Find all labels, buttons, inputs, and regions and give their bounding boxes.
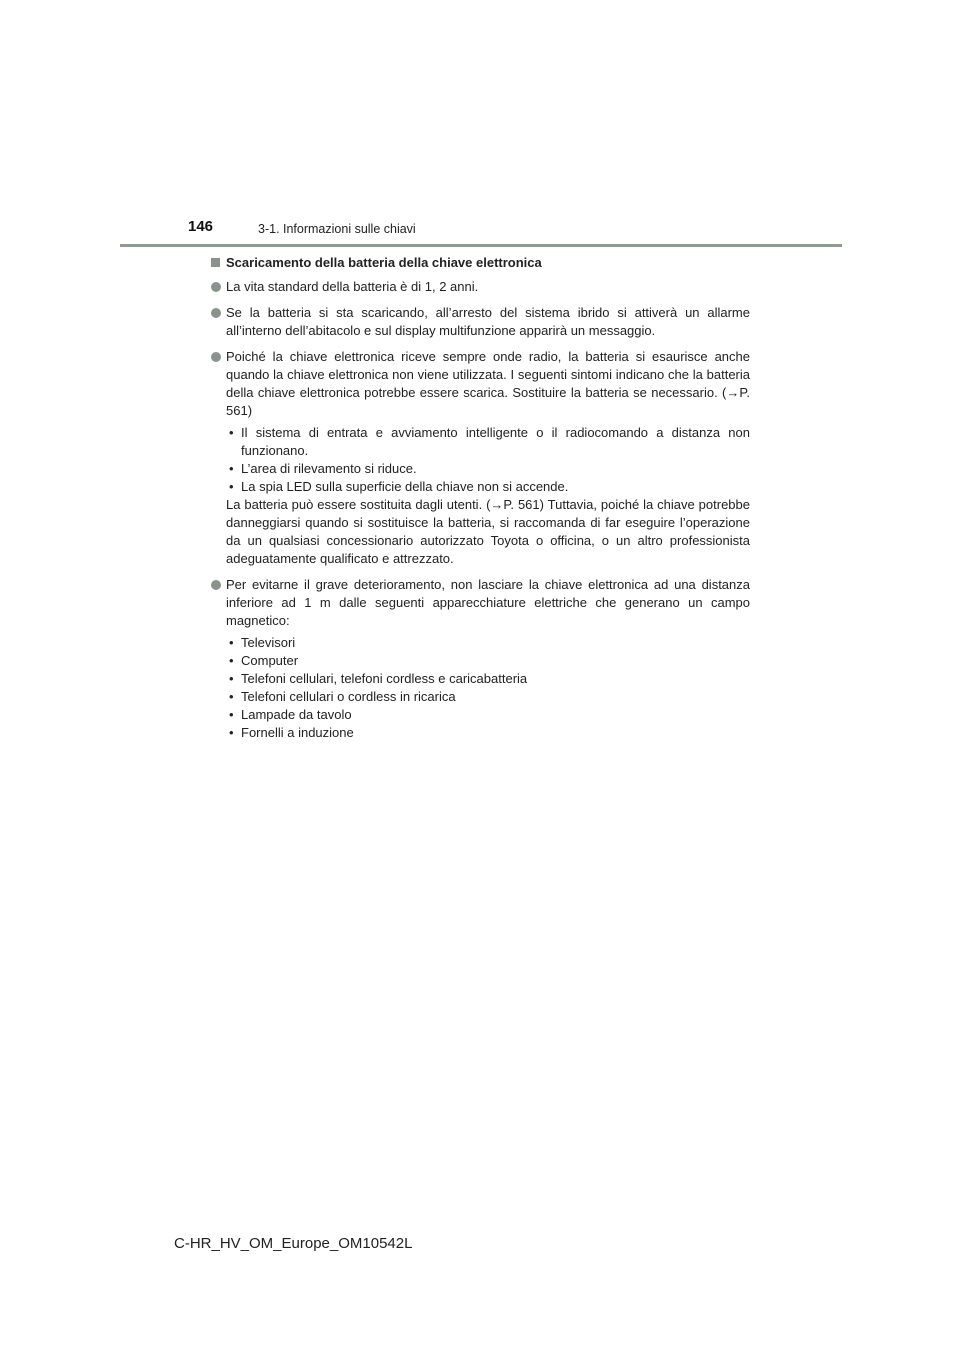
circle-bullet-icon — [211, 352, 221, 362]
list-item-text: Per evitarne il grave deterioramento, non lasciare la chiave elettronica ad una distanza inferiore ad 1 m dalle seguenti apparecchiature elettriche che generano un campo magnetico: — [226, 577, 750, 628]
sub-list-item-text: Televisori — [241, 635, 296, 650]
content-body — [210, 254, 750, 750]
list-item-text: Se la batteria si sta scaricando, all’arresto del sistema ibrido si attiverà un allarme all’interno dell’abitacolo e sul display multifunzione apparirà un messaggio. — [226, 305, 750, 338]
sub-list-item: • Lampade da tavolo — [229, 707, 352, 722]
sub-list-item: • Telefoni cellulari o cordless in ricarica — [229, 689, 456, 704]
sub-list-item: • Fornelli a induzione — [229, 725, 354, 740]
page-number: 146 — [188, 218, 214, 235]
section-title: 3-1. Informazioni sulle chiavi — [258, 222, 416, 236]
header-rule — [120, 244, 842, 247]
circle-bullet-icon — [211, 308, 221, 318]
sub-list-item-text: Lampade da tavolo — [241, 707, 352, 722]
sub-list — [226, 634, 750, 742]
sub-list — [226, 424, 750, 496]
section-heading-text: Scaricamento della batteria della chiave elettronica — [226, 255, 542, 270]
list-item — [210, 576, 750, 630]
sub-list-item-text: Computer — [241, 653, 299, 668]
sub-list-item-text: La spia LED sulla superficie della chiave non si accende. — [241, 479, 569, 494]
circle-bullet-icon — [211, 580, 221, 590]
sub-list-item-text: Fornelli a induzione — [241, 725, 354, 740]
note-text: La batteria può essere sostituita dagli utenti. (→P. 561) Tuttavia, poiché la chiave potrebbe danneggiarsi quando si sostituisce la batteria, si raccomanda di far eseguire l’operazione da un qualsiasi concessionario autorizzato Toyota o officina, o un altro professionista adeguatamente qualificato e attrezzato. — [226, 497, 750, 566]
list-item — [210, 304, 750, 340]
sub-list-item: • Telefoni cellulari, telefoni cordless e caricabatteria — [229, 671, 528, 686]
list-item — [210, 348, 750, 420]
sub-list-item-text: L’area di rilevamento si riduce. — [241, 461, 417, 476]
sub-list-item-text: Telefoni cellulari, telefoni cordless e caricabatteria — [241, 671, 528, 686]
sub-list-item: • Televisori — [229, 635, 296, 650]
square-bullet-icon — [211, 258, 220, 267]
list-item-text: Poiché la chiave elettronica riceve sempre onde radio, la batteria si esaurisce anche quando la chiave elettronica non viene utilizzata. I seguenti sintomi indicano che la batteria della chiave elettronica potrebbe essere scarica. Sostituire la batteria se necessario. (→P. 561) — [226, 349, 750, 418]
document-id: C-HR_HV_OM_Europe_OM10542L — [174, 1235, 413, 1252]
circle-bullet-icon — [211, 282, 221, 292]
list-item-text: La vita standard della batteria è di 1, 2 anni. — [226, 279, 479, 294]
list-item — [210, 278, 750, 296]
sub-list-item: • Computer — [229, 653, 299, 668]
sub-list-item-text: Il sistema di entrata e avviamento intelligente o il radiocomando a distanza non funzionano. — [241, 425, 750, 458]
section-heading — [210, 254, 750, 272]
sub-list-item: • Il sistema di entrata e avviamento intelligente o il radiocomando a distanza non funzionano. — [229, 425, 750, 458]
sub-list-item-text: Telefoni cellulari o cordless in ricarica — [241, 689, 456, 704]
sub-list-item: • La spia LED sulla superficie della chiave non si accende. — [229, 479, 569, 494]
sub-list-item: • L’area di rilevamento si riduce. — [229, 461, 417, 476]
